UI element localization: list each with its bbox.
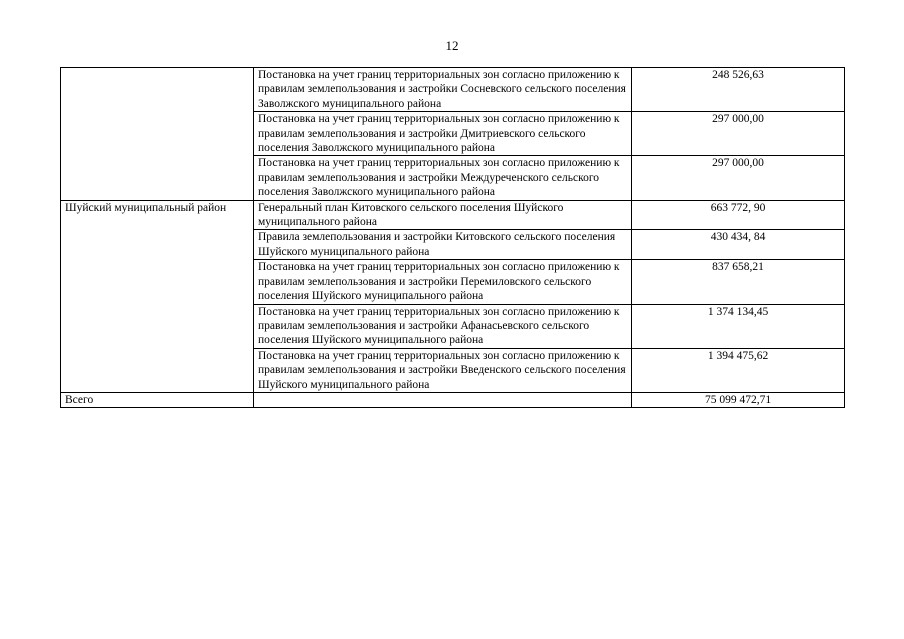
work-description-cell: Постановка на учет границ территориальных зон согласно приложению к правилам землепользования и застройки Дмитриевского сельского поселения Заволжского муниципального района [254, 112, 632, 156]
table-row [61, 68, 845, 112]
total-amount: 75 099 472,71 [632, 392, 845, 407]
district-cell: Шуйский муниципальный район [61, 200, 254, 392]
total-label: Всего [61, 392, 254, 407]
page-number: 12 [445, 38, 459, 53]
total-row [61, 392, 845, 407]
work-description-cell: Постановка на учет границ территориальных зон согласно приложению к правилам землепользования и застройки Междуреченского сельского поселения Заволжского муниципального района [254, 156, 632, 200]
amount-cell: 837 658,21 [632, 260, 845, 304]
work-description-cell: Постановка на учет границ территориальных зон согласно приложению к правилам землепользования и застройки Афанасьевского сельского поселения Шуйского муниципального района [254, 304, 632, 348]
amount-cell: 430 434, 84 [632, 230, 845, 260]
work-description-cell: Постановка на учет границ территориальных зон согласно приложению к правилам землепользования и застройки Перемиловского сельского поселения Шуйского муниципального района [254, 260, 632, 304]
work-description-cell: Постановка на учет границ территориальных зон согласно приложению к правилам землепользования и застройки Введенского сельского поселения Шуйского муниципального района [254, 348, 632, 392]
amount-cell: 248 526,63 [632, 68, 845, 112]
table-row [61, 200, 845, 230]
work-description-cell: Правила землепользования и застройки Китовского сельского поселения Шуйского муниципального района [254, 230, 632, 260]
amount-cell: 1 374 134,45 [632, 304, 845, 348]
budget-table [60, 67, 845, 408]
work-description-cell: Генеральный план Китовского сельского поселения Шуйского муниципального района [254, 200, 632, 230]
total-work-cell [254, 392, 632, 407]
amount-cell: 297 000,00 [632, 112, 845, 156]
amount-cell: 663 772, 90 [632, 200, 845, 230]
work-description-cell: Постановка на учет границ территориальных зон согласно приложению к правилам землепользования и застройки Сосневского сельского поселения Заволжского муниципального района [254, 68, 632, 112]
amount-cell: 1 394 475,62 [632, 348, 845, 392]
amount-cell: 297 000,00 [632, 156, 845, 200]
district-cell [61, 68, 254, 201]
